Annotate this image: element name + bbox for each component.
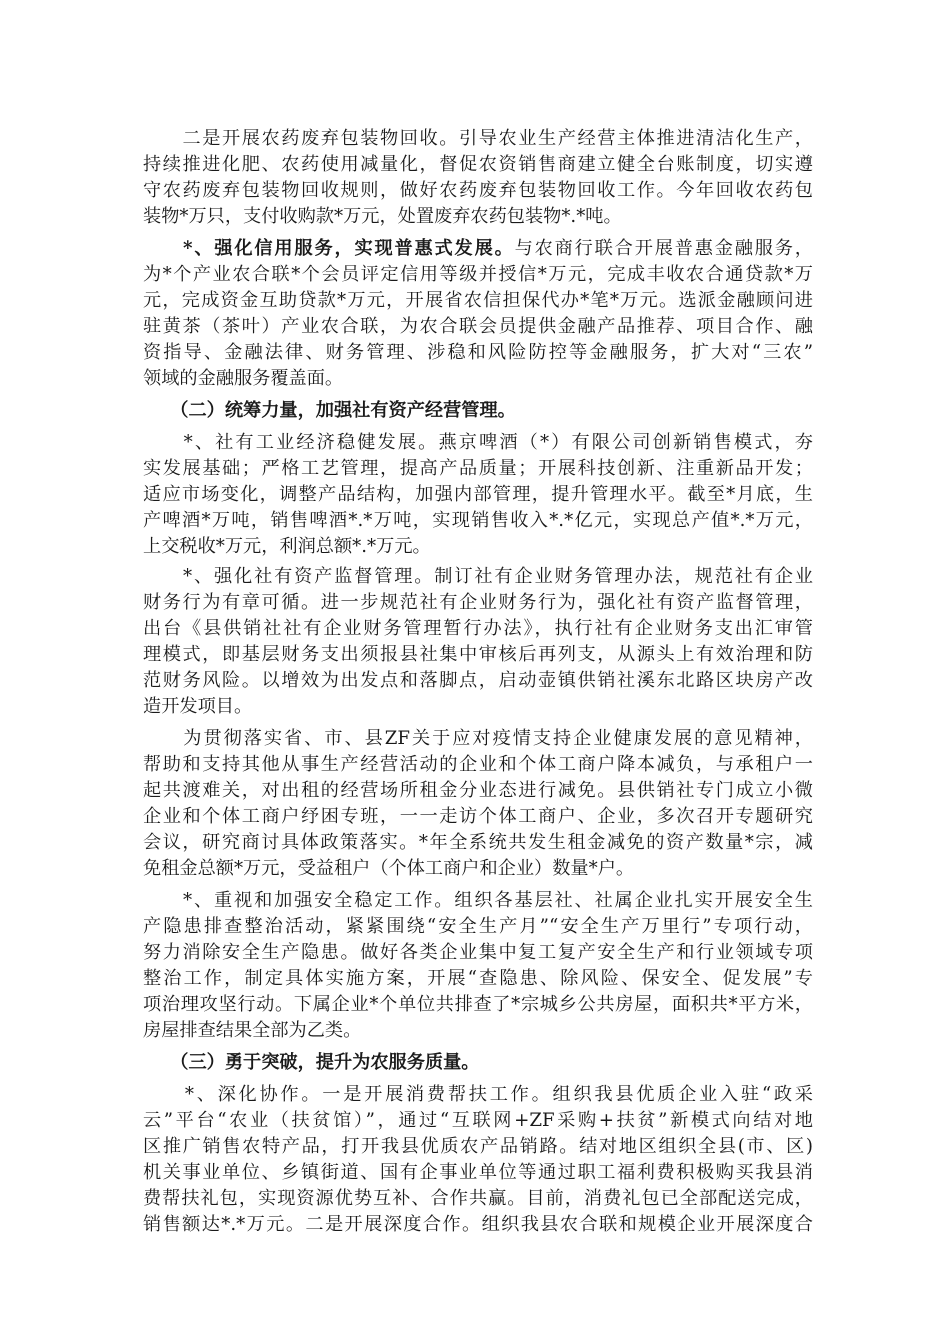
paragraph-2-line-6: 领域的金融服务覆盖面。 bbox=[143, 368, 344, 389]
paragraph-5-line-3: 出台《县供销社社有企业财务管理暂行办法》，执行社有企业财务支出汇审管 bbox=[143, 618, 813, 639]
paragraph-5-line-2: 财务行为有章可循。进一步规范社有企业财务行为，强化社有资产监督管理， bbox=[143, 592, 813, 613]
paragraph-5-line-6: 造开发项目。 bbox=[143, 696, 253, 717]
paragraph-2-line-1-text: 与农商行联合开展普惠金融服务， bbox=[514, 238, 813, 259]
paragraph-6-line-4: 企业和个体工商户纾困专班，一一走访个体工商户、企业，多次召开专题研究 bbox=[143, 806, 813, 827]
paragraph-9-line-3: 区推广销售农特产品，打开我县优质农产品销路。结对地区组织全县(市、区) bbox=[143, 1136, 813, 1157]
paragraph-9-line-4: 机关事业单位、乡镇街道、国有企事业单位等通过职工福利费积极购买我县消 bbox=[143, 1162, 813, 1183]
paragraph-4-line-3: 适应市场变化，调整产品结构，加强内部管理，提升管理水平。截至*月底，生 bbox=[143, 484, 813, 505]
paragraph-1-line-1: 二是开展农药废弃包装物回收。引导农业生产经营主体推进清洁化生产， bbox=[143, 128, 813, 149]
paragraph-7-line-4: 整治工作，制定具体实施方案，开展“查隐患、除风险、保安全、促发展”专 bbox=[143, 968, 813, 989]
paragraph-6-line-3: 起共渡难关，对出租的经营场所租金分业态进行减免。县供销社专门成立小微 bbox=[143, 780, 813, 801]
paragraph-6-line-2: 帮助和支持其他从事生产经营活动的企业和个体工商户降本减负，与承租户一 bbox=[143, 754, 813, 775]
section-heading-2: （二）统筹力量，加强社有资产经营管理。 bbox=[143, 400, 516, 421]
paragraph-6-line-1: 为贯彻落实省、市、县ZF关于应对疫情支持企业健康发展的意见精神， bbox=[143, 728, 813, 749]
paragraph-1-line-4: 装物*万只，支付收购款*万元，处置废弃农药包装物*.*吨。 bbox=[143, 206, 622, 227]
paragraph-4-line-1: *、社有工业经济稳健发展。燕京啤酒（*）有限公司创新销售模式，夯 bbox=[143, 432, 813, 453]
paragraph-2-line-2: 为*个产业农合联*个会员评定信用等级并授信*万元，完成丰收农合通贷款*万 bbox=[143, 264, 813, 285]
paragraph-4-line-4: 产啤酒*万吨，销售啤酒*.*万吨，实现销售收入*.*亿元，实现总产值*.*万元， bbox=[143, 510, 813, 531]
paragraph-6-line-5: 会议，研究商讨具体政策落实。*年全系统共发生租金减免的资产数量*宗，减 bbox=[143, 832, 813, 853]
paragraph-9-line-5: 费帮扶礼包，实现资源优势互补、合作共赢。目前，消费礼包已全部配送完成， bbox=[143, 1188, 813, 1209]
paragraph-5-line-1: *、强化社有资产监督管理。制订社有企业财务管理办法，规范社有企业 bbox=[143, 566, 813, 587]
paragraph-4-line-5: 上交税收*万元，利润总额*.*万元。 bbox=[143, 536, 431, 557]
paragraph-4-line-2: 实发展基础；严格工艺管理，提高产品质量；开展科技创新、注重新品开发； bbox=[143, 458, 813, 479]
paragraph-2-line-4: 驻黄茶（茶叶）产业农合联，为农合联会员提供金融产品推荐、项目合作、融 bbox=[143, 316, 813, 337]
paragraph-9-line-1: *、深化协作。一是开展消费帮扶工作。组织我县优质企业入驻“政采 bbox=[143, 1084, 813, 1105]
paragraph-7-line-1: *、重视和加强安全稳定工作。组织各基层社、社属企业扎实开展安全生 bbox=[143, 890, 813, 911]
paragraph-2-line-3: 元，完成资金互助贷款*万元，开展省农信担保代办*笔*万元。选派金融顾问进 bbox=[143, 290, 813, 311]
paragraph-6-line-6: 免租金总额*万元，受益租户（个体工商户和企业）数量*户。 bbox=[143, 858, 635, 879]
paragraph-5-line-4: 理模式，即基层财务支出须报县社集中审核后再列支，从源头上有效治理和防 bbox=[143, 644, 813, 665]
paragraph-5-line-5: 范财务风险。以增效为出发点和落脚点，启动壶镇供销社溪东北路区块房产改 bbox=[143, 670, 813, 691]
section-heading-3: （三）勇于突破，提升为农服务质量。 bbox=[143, 1052, 480, 1073]
paragraph-9-line-2: 云”平台“农业（扶贫馆）”，通过“互联网+ZF采购+扶贫”新模式向结对地 bbox=[143, 1110, 813, 1131]
paragraph-1-line-2: 持续推进化肥、农药使用减量化，督促农资销售商建立健全台账制度，切实遵 bbox=[143, 154, 813, 175]
paragraph-7-line-5: 项治理攻坚行动。下属企业*个单位共排查了*宗城乡公共房屋，面积共*平方米， bbox=[143, 994, 813, 1015]
paragraph-2-line-5: 资指导、金融法律、财务管理、涉稳和风险防控等金融服务，扩大对“三农” bbox=[143, 342, 813, 363]
paragraph-2-line-1 bbox=[143, 236, 813, 262]
paragraph-7-line-2: 产隐患排查整治活动，紧紧围绕“安全生产月”“安全生产万里行”专项行动， bbox=[143, 916, 813, 937]
paragraph-9-line-6: 销售额达*.*万元。二是开展深度合作。组织我县农合联和规模企业开展深度合 bbox=[143, 1214, 813, 1235]
paragraph-2-lead: *、强化信用服务，实现普惠式发展。 bbox=[143, 238, 515, 259]
paragraph-1-line-3: 守农药废弃包装物回收规则，做好农药废弃包装物回收工作。今年回收农药包 bbox=[143, 180, 813, 201]
paragraph-7-line-6: 房屋排查结果全部为乙类。 bbox=[143, 1020, 362, 1041]
paragraph-7-line-3: 努力消除安全生产隐患。做好各类企业集中复工复产安全生产和行业领域专项 bbox=[143, 942, 813, 963]
